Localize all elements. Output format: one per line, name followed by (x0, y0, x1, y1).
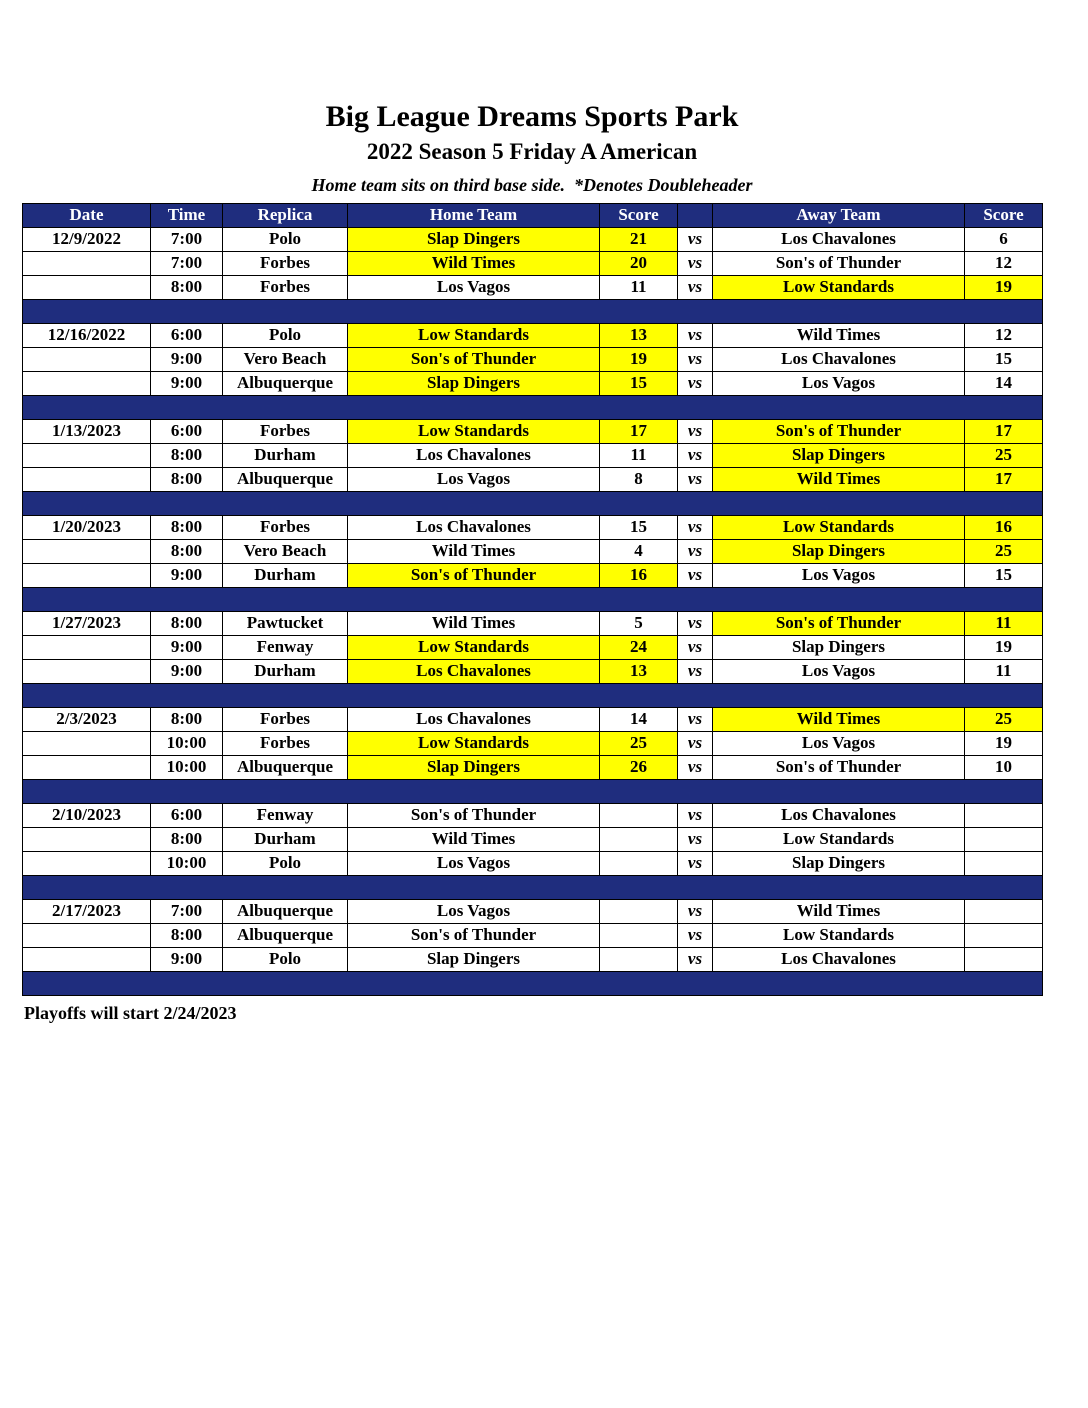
home-team-cell: Slap Dingers (348, 228, 600, 252)
away-score-cell: 12 (965, 324, 1043, 348)
date-cell: 1/13/2023 (23, 420, 151, 444)
away-score-cell (965, 924, 1043, 948)
home-team-cell: Son's of Thunder (348, 564, 600, 588)
away-score-cell: 11 (965, 612, 1043, 636)
date-cell (23, 636, 151, 660)
home-team-cell: Wild Times (348, 612, 600, 636)
time-cell: 6:00 (151, 804, 223, 828)
away-score-cell: 25 (965, 444, 1043, 468)
header-time: Time (151, 204, 223, 228)
time-cell: 6:00 (151, 324, 223, 348)
home-team-cell: Wild Times (348, 252, 600, 276)
time-cell: 9:00 (151, 564, 223, 588)
separator-row (23, 588, 1043, 612)
page-subtitle: 2022 Season 5 Friday A American (366, 139, 698, 164)
game-row (23, 828, 1043, 852)
game-row (23, 948, 1043, 972)
time-cell: 9:00 (151, 636, 223, 660)
playoffs-note: Playoffs will start 2/24/2023 (24, 1003, 237, 1023)
away-team-cell: Los Chavalones (713, 228, 965, 252)
away-team-cell: Slap Dingers (713, 852, 965, 876)
vs-cell: vs (678, 372, 713, 396)
home-score-cell (600, 828, 678, 852)
home-team-cell: Los Chavalones (348, 660, 600, 684)
away-team-cell: Los Chavalones (713, 348, 965, 372)
game-row (23, 516, 1043, 540)
home-score-cell: 4 (600, 540, 678, 564)
date-cell (23, 828, 151, 852)
home-score-cell (600, 804, 678, 828)
replica-cell: Albuquerque (223, 924, 348, 948)
vs-cell: vs (678, 732, 713, 756)
home-team-cell: Los Vagos (348, 900, 600, 924)
date-cell: 12/16/2022 (23, 324, 151, 348)
date-cell (23, 372, 151, 396)
replica-cell: Albuquerque (223, 372, 348, 396)
away-team-cell: Son's of Thunder (713, 420, 965, 444)
date-cell (23, 564, 151, 588)
vs-cell: vs (678, 468, 713, 492)
replica-cell: Forbes (223, 252, 348, 276)
date-cell: 2/10/2023 (23, 804, 151, 828)
replica-cell: Forbes (223, 732, 348, 756)
vs-cell: vs (678, 924, 713, 948)
home-team-cell: Son's of Thunder (348, 348, 600, 372)
home-team-cell: Wild Times (348, 828, 600, 852)
time-cell: 8:00 (151, 276, 223, 300)
time-cell: 7:00 (151, 252, 223, 276)
time-cell: 10:00 (151, 756, 223, 780)
replica-cell: Polo (223, 948, 348, 972)
replica-cell: Albuquerque (223, 756, 348, 780)
game-row (23, 852, 1043, 876)
replica-cell: Forbes (223, 420, 348, 444)
home-score-cell: 16 (600, 564, 678, 588)
replica-cell: Durham (223, 444, 348, 468)
vs-cell: vs (678, 756, 713, 780)
away-team-cell: Low Standards (713, 516, 965, 540)
away-team-cell: Son's of Thunder (713, 612, 965, 636)
separator-cell (23, 780, 1043, 804)
time-cell: 7:00 (151, 228, 223, 252)
away-team-cell: Slap Dingers (713, 444, 965, 468)
home-score-cell (600, 852, 678, 876)
vs-cell: vs (678, 228, 713, 252)
away-score-cell: 19 (965, 636, 1043, 660)
home-score-cell: 14 (600, 708, 678, 732)
away-score-cell (965, 948, 1043, 972)
away-team-cell: Los Vagos (713, 564, 965, 588)
home-team-cell: Los Vagos (348, 468, 600, 492)
home-score-cell (600, 924, 678, 948)
vs-cell: vs (678, 636, 713, 660)
header-date: Date (23, 204, 151, 228)
vs-cell: vs (678, 276, 713, 300)
away-team-cell: Wild Times (713, 468, 965, 492)
home-score-cell: 15 (600, 372, 678, 396)
away-score-cell (965, 852, 1043, 876)
game-row (23, 636, 1043, 660)
separator-row (23, 972, 1043, 996)
home-score-cell: 20 (600, 252, 678, 276)
home-score-cell: 19 (600, 348, 678, 372)
home-score-cell: 13 (600, 324, 678, 348)
separator-cell (23, 492, 1043, 516)
date-cell (23, 540, 151, 564)
vs-cell: vs (678, 708, 713, 732)
replica-cell: Polo (223, 324, 348, 348)
page-title: Big League Dreams Sports Park (325, 100, 739, 133)
separator-row (23, 684, 1043, 708)
time-cell: 10:00 (151, 852, 223, 876)
time-cell: 8:00 (151, 708, 223, 732)
home-score-cell (600, 900, 678, 924)
vs-cell: vs (678, 948, 713, 972)
home-score-cell: 11 (600, 276, 678, 300)
away-team-cell: Slap Dingers (713, 540, 965, 564)
game-row (23, 348, 1043, 372)
vs-cell: vs (678, 564, 713, 588)
vs-cell: vs (678, 612, 713, 636)
home-team-cell: Wild Times (348, 540, 600, 564)
separator-cell (23, 876, 1043, 900)
home-score-cell: 13 (600, 660, 678, 684)
separator-row (23, 492, 1043, 516)
separator-row (23, 876, 1043, 900)
away-score-cell: 25 (965, 708, 1043, 732)
replica-cell: Durham (223, 828, 348, 852)
away-team-cell: Slap Dingers (713, 636, 965, 660)
replica-cell: Polo (223, 228, 348, 252)
vs-cell: vs (678, 804, 713, 828)
away-score-cell (965, 804, 1043, 828)
schedule-table (22, 203, 1043, 996)
date-cell: 2/3/2023 (23, 708, 151, 732)
header-away-team: Away Team (713, 204, 965, 228)
date-cell (23, 468, 151, 492)
home-team-cell: Son's of Thunder (348, 924, 600, 948)
home-team-cell: Los Vagos (348, 276, 600, 300)
away-score-cell: 6 (965, 228, 1043, 252)
time-cell: 8:00 (151, 612, 223, 636)
separator-row (23, 396, 1043, 420)
game-row (23, 324, 1043, 348)
time-cell: 8:00 (151, 444, 223, 468)
game-row (23, 420, 1043, 444)
home-score-cell: 15 (600, 516, 678, 540)
time-cell: 7:00 (151, 900, 223, 924)
replica-cell: Fenway (223, 636, 348, 660)
game-row (23, 660, 1043, 684)
home-team-cell: Low Standards (348, 324, 600, 348)
time-cell: 8:00 (151, 540, 223, 564)
separator-cell (23, 300, 1043, 324)
table-header (23, 204, 1043, 228)
away-score-cell: 15 (965, 564, 1043, 588)
away-team-cell: Low Standards (713, 828, 965, 852)
header-vs (678, 204, 713, 228)
away-team-cell: Wild Times (713, 900, 965, 924)
home-score-cell: 8 (600, 468, 678, 492)
replica-cell: Fenway (223, 804, 348, 828)
header-replica: Replica (223, 204, 348, 228)
vs-cell: vs (678, 660, 713, 684)
away-score-cell: 16 (965, 516, 1043, 540)
replica-cell: Pawtucket (223, 612, 348, 636)
home-team-cell: Low Standards (348, 732, 600, 756)
date-cell: 1/27/2023 (23, 612, 151, 636)
vs-cell: vs (678, 420, 713, 444)
date-cell (23, 948, 151, 972)
date-cell: 1/20/2023 (23, 516, 151, 540)
time-cell: 6:00 (151, 420, 223, 444)
separator-cell (23, 972, 1043, 996)
replica-cell: Polo (223, 852, 348, 876)
time-cell: 9:00 (151, 372, 223, 396)
vs-cell: vs (678, 540, 713, 564)
replica-cell: Albuquerque (223, 900, 348, 924)
separator-cell (23, 588, 1043, 612)
game-row (23, 468, 1043, 492)
date-cell (23, 732, 151, 756)
separator-row (23, 780, 1043, 804)
time-cell: 9:00 (151, 948, 223, 972)
separator-row (23, 300, 1043, 324)
home-score-cell: 5 (600, 612, 678, 636)
home-team-cell: Slap Dingers (348, 948, 600, 972)
separator-cell (23, 396, 1043, 420)
vs-cell: vs (678, 324, 713, 348)
time-cell: 9:00 (151, 660, 223, 684)
away-team-cell: Wild Times (713, 324, 965, 348)
away-score-cell: 14 (965, 372, 1043, 396)
header-home-team: Home Team (348, 204, 600, 228)
vs-cell: vs (678, 852, 713, 876)
away-team-cell: Son's of Thunder (713, 756, 965, 780)
replica-cell: Albuquerque (223, 468, 348, 492)
home-score-cell (600, 948, 678, 972)
home-team-cell: Low Standards (348, 636, 600, 660)
away-team-cell: Los Chavalones (713, 804, 965, 828)
home-team-cell: Slap Dingers (348, 372, 600, 396)
away-team-cell: Son's of Thunder (713, 252, 965, 276)
away-score-cell: 25 (965, 540, 1043, 564)
game-row (23, 804, 1043, 828)
away-score-cell: 12 (965, 252, 1043, 276)
game-row (23, 732, 1043, 756)
date-cell: 2/17/2023 (23, 900, 151, 924)
home-score-cell: 11 (600, 444, 678, 468)
game-row (23, 900, 1043, 924)
game-row (23, 564, 1043, 588)
home-score-cell: 17 (600, 420, 678, 444)
home-team-cell: Los Chavalones (348, 708, 600, 732)
table-body (23, 228, 1043, 996)
header-score: Score (600, 204, 678, 228)
replica-cell: Vero Beach (223, 348, 348, 372)
away-team-cell: Low Standards (713, 276, 965, 300)
vs-cell: vs (678, 828, 713, 852)
home-score-cell: 21 (600, 228, 678, 252)
date-cell (23, 852, 151, 876)
away-score-cell: 11 (965, 660, 1043, 684)
away-team-cell: Low Standards (713, 924, 965, 948)
home-team-cell: Low Standards (348, 420, 600, 444)
time-cell: 8:00 (151, 468, 223, 492)
game-row (23, 756, 1043, 780)
home-team-cell: Slap Dingers (348, 756, 600, 780)
vs-cell: vs (678, 348, 713, 372)
date-cell (23, 660, 151, 684)
home-team-cell: Son's of Thunder (348, 804, 600, 828)
time-cell: 9:00 (151, 348, 223, 372)
game-row (23, 612, 1043, 636)
date-cell: 12/9/2022 (23, 228, 151, 252)
away-score-cell: 19 (965, 276, 1043, 300)
game-row (23, 228, 1043, 252)
time-cell: 10:00 (151, 732, 223, 756)
date-cell (23, 276, 151, 300)
away-team-cell: Los Vagos (713, 732, 965, 756)
home-score-cell: 26 (600, 756, 678, 780)
separator-cell (23, 684, 1043, 708)
home-team-cell: Los Chavalones (348, 444, 600, 468)
date-cell (23, 348, 151, 372)
away-score-cell (965, 828, 1043, 852)
away-score-cell (965, 900, 1043, 924)
away-score-cell: 15 (965, 348, 1043, 372)
date-cell (23, 444, 151, 468)
away-team-cell: Los Chavalones (713, 948, 965, 972)
away-team-cell: Wild Times (713, 708, 965, 732)
home-score-cell: 25 (600, 732, 678, 756)
header-score: Score (965, 204, 1043, 228)
vs-cell: vs (678, 444, 713, 468)
replica-cell: Durham (223, 564, 348, 588)
game-row (23, 924, 1043, 948)
away-score-cell: 17 (965, 420, 1043, 444)
game-row (23, 708, 1043, 732)
away-team-cell: Los Vagos (713, 372, 965, 396)
replica-cell: Vero Beach (223, 540, 348, 564)
date-cell (23, 756, 151, 780)
vs-cell: vs (678, 516, 713, 540)
time-cell: 8:00 (151, 516, 223, 540)
replica-cell: Forbes (223, 708, 348, 732)
away-score-cell: 10 (965, 756, 1043, 780)
game-row (23, 540, 1043, 564)
page-note: Home team sits on third base side. *Denotes Doubleheader (311, 175, 753, 195)
date-cell (23, 924, 151, 948)
home-team-cell: Los Vagos (348, 852, 600, 876)
date-cell (23, 252, 151, 276)
game-row (23, 444, 1043, 468)
replica-cell: Forbes (223, 276, 348, 300)
vs-cell: vs (678, 900, 713, 924)
header-row (23, 204, 1043, 228)
home-score-cell: 24 (600, 636, 678, 660)
away-team-cell: Los Vagos (713, 660, 965, 684)
game-row (23, 372, 1043, 396)
time-cell: 8:00 (151, 924, 223, 948)
replica-cell: Forbes (223, 516, 348, 540)
away-score-cell: 19 (965, 732, 1043, 756)
away-score-cell: 17 (965, 468, 1043, 492)
game-row (23, 276, 1043, 300)
replica-cell: Durham (223, 660, 348, 684)
game-row (23, 252, 1043, 276)
vs-cell: vs (678, 252, 713, 276)
time-cell: 8:00 (151, 828, 223, 852)
home-team-cell: Los Chavalones (348, 516, 600, 540)
